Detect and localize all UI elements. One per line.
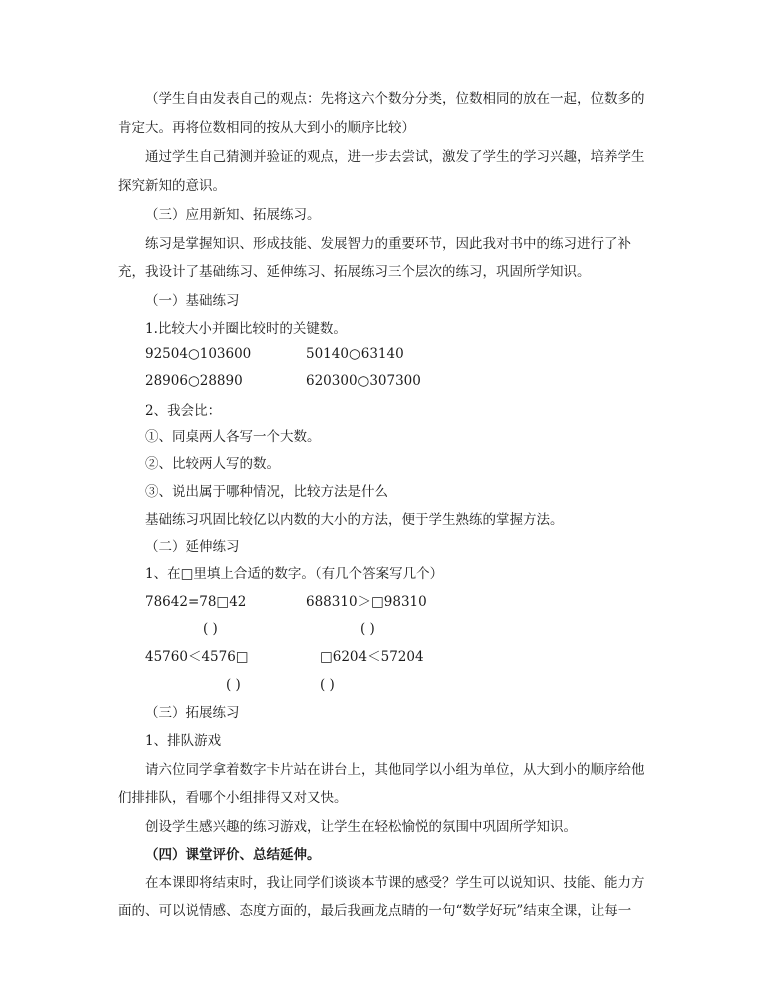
answer-blank: ( ) xyxy=(360,621,375,637)
paragraph-line: （学生自由发表自己的观点：先将这六个数分分类，位数相同的放在一起，位数多的 xyxy=(145,91,645,107)
paragraph-line: 练习是掌握知识、形成技能、发展智力的重要环节，因此我对书中的练习进行了补 xyxy=(145,236,631,252)
paragraph-line: 请六位同学拿着数字卡片站在讲台上，其他同学以小组为单位，从大到小的顺序给他 xyxy=(145,762,645,778)
comparison-item: 620300○307300 xyxy=(306,373,421,389)
list-item: ②、比较两人写的数。 xyxy=(145,456,280,472)
paragraph-line: 创设学生感兴趣的练习游戏，让学生在轻松愉悦的氛围中巩固所学知识。 xyxy=(145,819,577,835)
paragraph-line: 通过学生自己猜测并验证的观点，进一步去尝试，激发了学生的学习兴趣，培养学生 xyxy=(145,149,645,165)
exercise-title: 1、排队游戏 xyxy=(145,733,222,749)
paragraph-line: 面的、可以说情感、态度方面的，最后我画龙点睛的一句“数学好玩”结束全课，让每一 xyxy=(118,903,632,919)
answer-blank: ( ) xyxy=(226,677,241,693)
exercise-title: 1、在□里填上合适的数字。（有几个答案写几个） xyxy=(145,566,444,582)
subsection-heading: （二）延伸练习 xyxy=(145,539,240,555)
paragraph-line: 基础练习巩固比较亿以内数的大小的方法，便于学生熟练的掌握方法。 xyxy=(145,512,564,528)
paragraph-line: 探究新知的意识。 xyxy=(118,178,226,194)
fill-in-item: 78642=78□42 xyxy=(145,594,247,610)
list-item: ①、同桌两人各写一个大数。 xyxy=(145,429,321,445)
answer-blank: ( ) xyxy=(320,677,335,693)
fill-in-item: □6204＜57204 xyxy=(320,649,424,665)
paragraph-line: 在本课即将结束时，我让同学们谈谈本节课的感受？学生可以说知识、技能、能力方 xyxy=(145,875,645,891)
subsection-heading: （一）基础练习 xyxy=(145,293,240,309)
exercise-title: 1.比较大小并圈比较时的关键数。 xyxy=(145,321,347,337)
comparison-item: 92504○103600 xyxy=(145,346,252,362)
comparison-item: 50140○63140 xyxy=(306,346,404,362)
section-heading: （四）课堂评价、总结延伸。 xyxy=(145,847,321,863)
fill-in-item: 688310＞□98310 xyxy=(306,594,427,610)
paragraph-line: 充，我设计了基础练习、延伸练习、拓展练习三个层次的练习，巩固所学知识。 xyxy=(118,264,591,280)
exercise-title: 2、我会比： xyxy=(145,403,222,419)
paragraph-line: 肯定大。再将位数相同的按从大到小的顺序比较） xyxy=(118,120,415,136)
paragraph-line: 们排排队，看哪个小组排得又对又快。 xyxy=(118,790,348,806)
answer-blank: ( ) xyxy=(203,621,218,637)
section-heading: （三）应用新知、拓展练习。 xyxy=(145,207,321,223)
list-item: ③、说出属于哪种情况，比较方法是什么 xyxy=(145,484,388,500)
subsection-heading: （三）拓展练习 xyxy=(145,705,240,721)
fill-in-item: 45760＜4576□ xyxy=(145,649,249,665)
comparison-item: 28906○28890 xyxy=(145,373,243,389)
